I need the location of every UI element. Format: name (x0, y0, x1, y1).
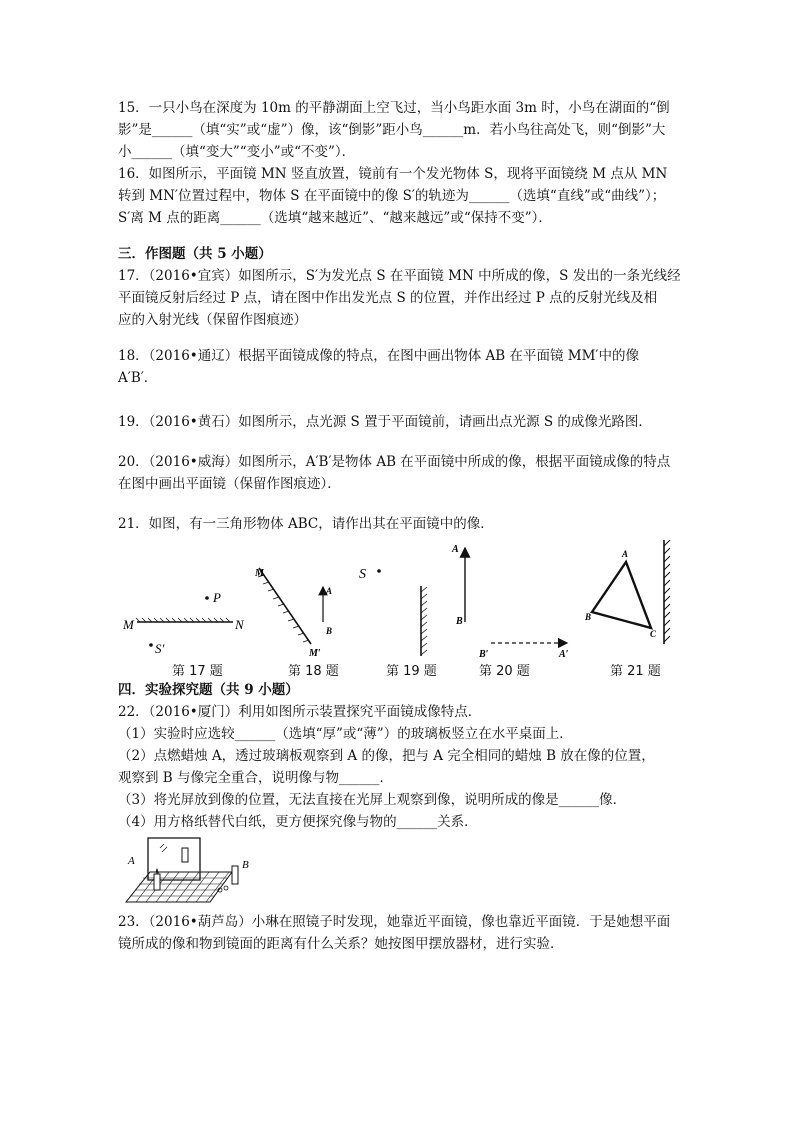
candle-a (154, 874, 160, 890)
mirror-mm-hatching (258, 575, 309, 642)
mirror-mm-line (259, 568, 311, 644)
point-source-s (377, 569, 381, 573)
question-20-line-2: 在图中画出平面镜（保留作图痕迹）． (118, 476, 341, 492)
question-19: 19．（2016•黄石）如图所示，点光源 S 置于平面镜前，请画出点光源 S 的成像光路图． (118, 414, 652, 430)
label-m-prime-18: M′ (309, 648, 321, 659)
question-22-part-2a: （2）点燃蜡烛 A，透过玻璃板观察到 A 的像，把与 A 完全相同的蜡烛 B 放在像的位置， (118, 748, 655, 764)
question-22-part-2b: 观察到 B 与像完全重合，说明像与物______． (118, 770, 394, 786)
label-a-21: A (622, 549, 629, 559)
question-15-line-1: 15．一只小鸟在深度为 10m 的平静湖面上空飞过，当小鸟距水面 3m 时，小鸟在湖面的“倒 (118, 100, 670, 116)
caption-18: 第 18 题 (288, 664, 339, 679)
grid-paper-outline (126, 872, 232, 902)
label-p: P (213, 590, 221, 605)
candle-a-flame (156, 868, 158, 874)
label-b-prime-20: B′ (479, 649, 489, 660)
label-a-18: A (326, 586, 333, 596)
label-s-image: S′ (155, 641, 165, 656)
figure-22-apparatus (118, 832, 258, 908)
question-15-line-2: 影”是______（填“实”或“虚”）像，该“倒影”距小鸟______m．若小鸟往高处飞，则“倒影”大 (118, 122, 666, 138)
candle-b (232, 866, 238, 884)
triangle-abc (592, 562, 651, 628)
question-17-line-1: 17．（2016•宜宾）如图所示，S′为发光点 S 在平面镜 MN 中所成的像，S 发出的一条光线经 (118, 268, 681, 284)
figures-17-21 (115, 540, 675, 660)
figure-19 (359, 567, 427, 656)
point-p (205, 596, 209, 600)
caption-17: 第 17 题 (172, 664, 223, 679)
label-m-17: M (123, 617, 134, 632)
figure-21 (584, 540, 670, 644)
label-b-22: B (242, 859, 249, 871)
question-21: 21．如图，有一三角形物体 ABC，请作出其在平面镜中的像． (118, 516, 494, 532)
question-22-part-1: （1）实验时应选较______（选填“厚”或“薄”）的玻璃板竖立在水平桌面上． (118, 726, 573, 742)
mirror-19-hatching (421, 587, 427, 655)
question-23-line-1: 23．（2016•葫芦岛）小琳在照镜子时发现，她靠近平面镜，像也靠近平面镜．于是她想平面 (118, 914, 671, 930)
grid-paper-lines (130, 872, 229, 902)
label-b-21: B (585, 612, 592, 622)
label-m-18: M (255, 568, 264, 579)
question-17-line-3: 应的入射光线（保留作图痕迹） (118, 312, 307, 328)
question-15-line-3: 小______（填“变大”“变小”或“不变”）． (118, 144, 356, 160)
question-18-line-1: 18．（2016•通辽）根据平面镜成像的特点，在图中画出物体 AB 在平面镜 MM′中的像 (118, 348, 640, 364)
question-20-line-1: 20．（2016•威海）如图所示，A′B′是物体 AB 在平面镜中所成的像，根据平面镜成像的特点 (118, 454, 671, 470)
question-18-line-2: A′B′． (118, 370, 158, 386)
question-22: 22．（2016•厦门）利用如图所示装置探究平面镜成像特点． (118, 704, 482, 720)
question-16-line-1: 16．如图所示，平面镜 MN 竖直放置，镜前有一个发光物体 S，现将平面镜绕 M 点从 MN (118, 166, 668, 182)
label-b-18: B (326, 626, 333, 636)
label-n-17: N (235, 617, 244, 632)
caption-19: 第 19 题 (386, 664, 437, 679)
question-17-line-2: 平面镜反射后经过 P 点，请在图中作出发光点 S 的位置，并作出经过 P 点的反射光线及相 (118, 290, 658, 306)
mirror-21-hatching (664, 540, 670, 642)
label-a-prime-20: A′ (559, 649, 569, 660)
label-a-20: A (452, 544, 459, 555)
candle-image (182, 848, 188, 862)
question-16-line-2: 转到 MN′位置过程中，物体 S 在平面镜中的像 S′的轨迹为______（选填“直线”或“曲线”）； (118, 188, 666, 204)
question-23-line-2: 镜所成的像和物到镜面的距离有什么关系？她按图甲摆放器材，进行实验． (118, 936, 564, 952)
figure-20 (451, 544, 569, 660)
section-4-heading: 四．实验探究题（共 9 小题） (118, 682, 299, 698)
question-22-part-3: （3）将光屏放到像的位置，无法直接在光屏上观察到像，说明所成的像是______像． (118, 792, 627, 808)
section-3-heading: 三．作图题（共 5 小题） (118, 246, 272, 262)
label-s-19: S (359, 567, 366, 582)
question-22-part-4: （4）用方格纸替代白纸，更方便探究像与物的______关系． (118, 814, 478, 830)
figure-18 (254, 568, 332, 659)
question-16-line-3: S′离 M 点的距离______（选填“越来越近”、“越来越远”或“保持不变”）． (118, 210, 552, 226)
label-a-22: A (128, 855, 135, 867)
caption-20: 第 20 题 (479, 664, 530, 679)
caption-21: 第 21 题 (610, 664, 661, 679)
point-s-image (149, 643, 153, 647)
figure-17 (122, 590, 245, 656)
label-c-21: C (650, 629, 657, 639)
label-b-20: B (456, 616, 463, 627)
